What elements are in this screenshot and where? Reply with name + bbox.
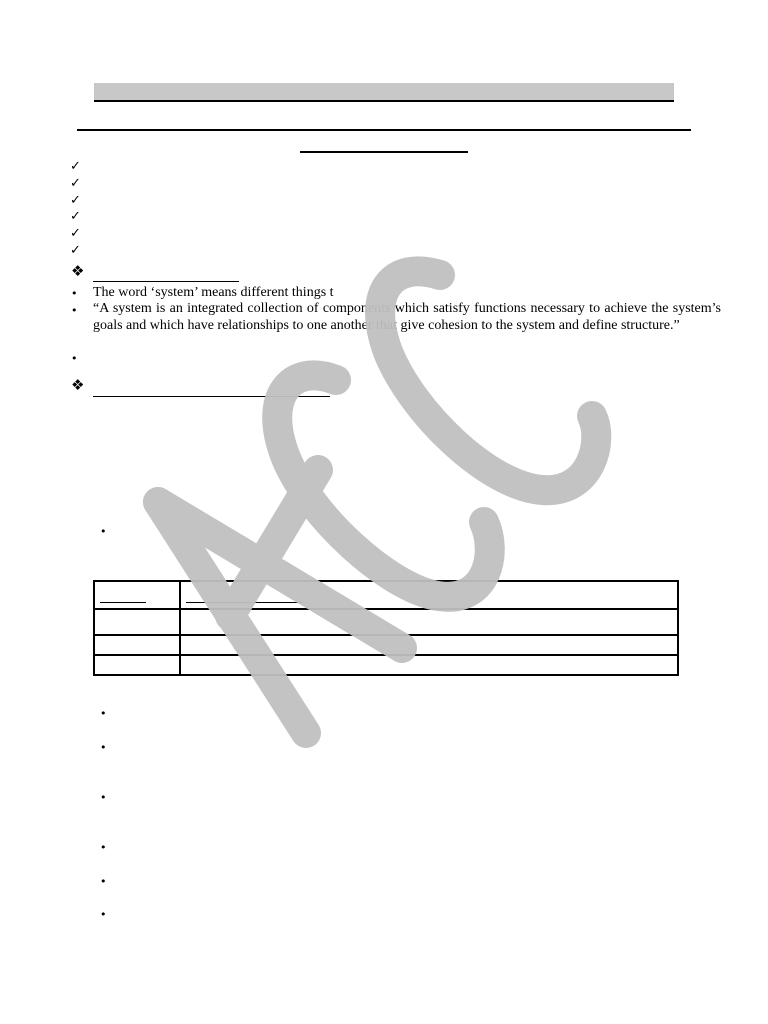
table-cell [94, 635, 180, 655]
checkmark-icon: ✓ [70, 159, 81, 174]
table-cell [94, 609, 180, 635]
diamond-bullet-icon: ❖ [71, 376, 85, 394]
checkmark-icon: ✓ [70, 193, 81, 208]
bullet-icon: • [100, 707, 107, 720]
table-header-cell [94, 581, 180, 609]
checkmark-icon: ✓ [70, 226, 81, 241]
table-cell [180, 609, 678, 635]
diamond-bullet-icon: ❖ [71, 262, 85, 280]
section-heading-rule [93, 396, 330, 397]
bullet-icon: • [100, 875, 107, 888]
checkmark-icon: ✓ [70, 176, 81, 191]
bullet-icon: • [100, 841, 107, 854]
definition-table [93, 580, 679, 676]
bullet-icon: • [100, 791, 107, 804]
checkmark-icon: ✓ [70, 243, 81, 258]
table-row [94, 635, 678, 655]
table-row [94, 609, 678, 635]
bullet-icon: • [71, 352, 78, 365]
bullet-icon: • [100, 741, 107, 754]
header-banner [94, 83, 674, 102]
definition-quote-text: “A system is an integrated collection of components which satisfy functions necessary to achieve the system’s goals and which have relationships to one another that give cohesion to the system and define structure.” [93, 301, 721, 333]
bullet-icon: • [71, 287, 78, 300]
header-underline [100, 602, 146, 603]
table-cell [180, 635, 678, 655]
bullet-icon: • [71, 304, 78, 317]
watermark-c1 [277, 375, 490, 596]
bullet-icon: • [100, 908, 107, 921]
definition-intro-text: The word ‘system’ means different things t [93, 285, 334, 300]
table-header-row [94, 581, 678, 609]
table-cell [94, 655, 180, 675]
table-header-cell [180, 581, 678, 609]
section-heading-rule [93, 281, 239, 282]
checkmark-icon: ✓ [70, 209, 81, 224]
table-cell [180, 655, 678, 675]
table-row [94, 655, 678, 675]
bullet-icon: • [100, 525, 107, 538]
header-underline [186, 602, 303, 603]
header-rule [77, 129, 691, 131]
subtitle-rule [300, 151, 468, 153]
